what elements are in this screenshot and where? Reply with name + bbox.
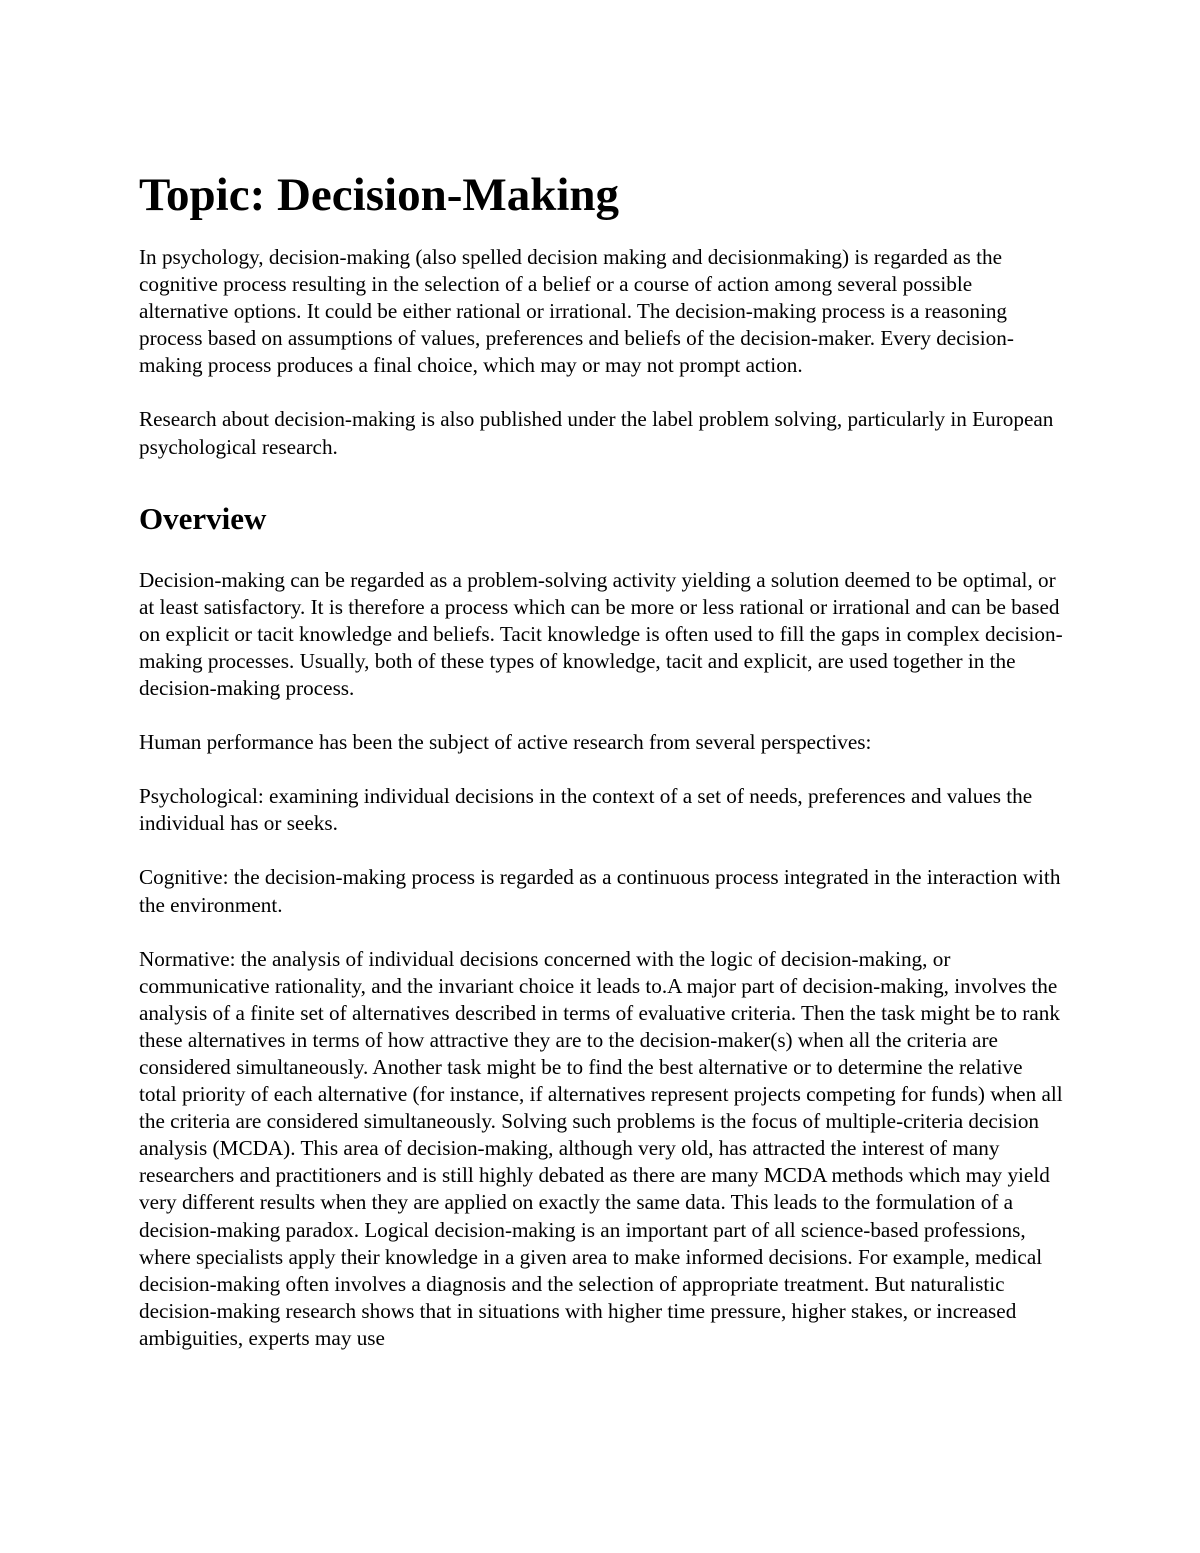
overview-paragraph-psychological: Psychological: examining individual decisions in the context of a set of needs, preferences and values the individual has or seeks. — [139, 784, 1033, 836]
overview-paragraph-cognitive: Cognitive: the decision-making process is regarded as a continuous process integrated in the interaction with the environment. — [139, 865, 1061, 917]
overview-paragraph-2: Human performance has been the subject of active research from several perspectives: — [139, 730, 872, 755]
overview-heading: Overview — [139, 500, 267, 536]
document-title: Topic: Decision-Making — [139, 169, 620, 221]
overview-paragraph-1: Decision-making can be regarded as a problem-solving activity yielding a solution deemed to be optimal, or at least satisfactory. It is therefore a process which can be more or less rational or irrational and can be based on explicit or tacit knowledge and beliefs. Tacit knowledge is often used to fill the gaps in complex decision-making processes. Usually, both of these types of knowledge, tacit and explicit, are used together in the decision-making process. — [139, 567, 1063, 701]
overview-paragraph-normative: Normative: the analysis of individual decisions concerned with the logic of decision-making, or communicative rationality, and the invariant choice it leads to.A major part of decision-making, involves the analysis of a finite set of alternatives described in terms of evaluative criteria. Then the task might be to rank these alternatives in terms of how attractive they are to the decision-maker(s) when all the criteria are considered simultaneously. Another task might be to find the best alternative or to determine the relative total priority of each alternative (for instance, if alternatives represent projects competing for funds) when all the criteria are considered simultaneously. Solving such problems is the focus of multiple-criteria decision analysis (MCDA). This area of decision-making, although very old, has attracted the interest of many researchers and practitioners and is still highly debated as there are many MCDA methods which may yield very different results when they are applied on exactly the same data. This leads to the formulation of a decision-making paradox. Logical decision-making is an important part of all science-based professions, where specialists apply their knowledge in a given area to make informed decisions. For example, medical decision-making often involves a diagnosis and the selection of appropriate treatment. But naturalistic decision-making research shows that in situations with higher time pressure, higher stakes, or increased ambiguities, experts may use — [139, 946, 1063, 1350]
intro-paragraph-2: Research about decision-making is also published under the label problem solving, particularly in European psychological research. — [139, 407, 1054, 459]
intro-paragraph-1: In psychology, decision-making (also spelled decision making and decisionmaking) is regarded as the cognitive process resulting in the selection of a belief or a course of action among several possible alternative options. It could be either rational or irrational. The decision-making process is a reasoning process based on assumptions of values, preferences and beliefs of the decision-maker. Every decision-making process produces a final choice, which may or may not prompt action. — [139, 245, 1014, 378]
document-page — [139, 166, 1064, 1379]
